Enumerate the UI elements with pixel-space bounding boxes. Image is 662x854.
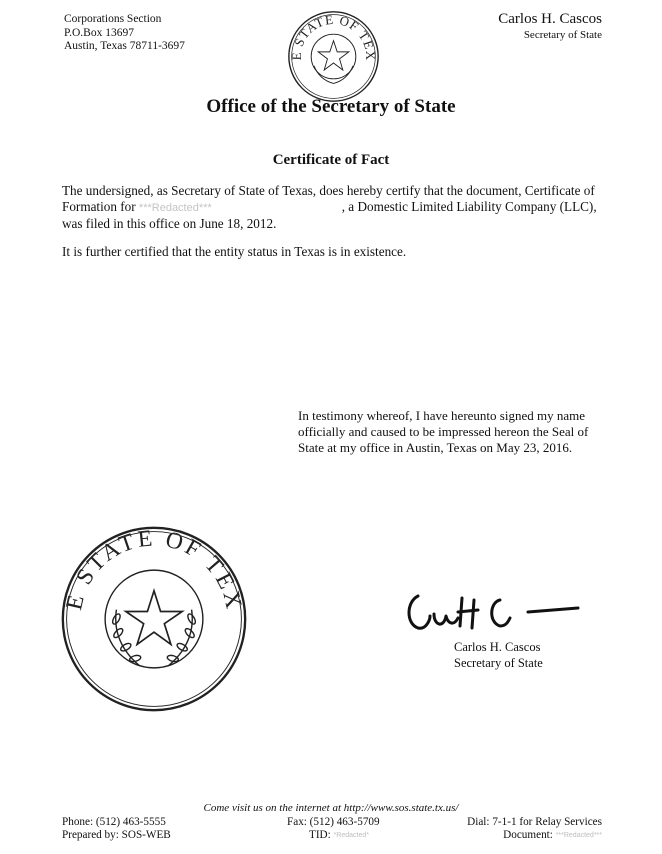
- seal-large-text: E STATE OF TEX: [61, 525, 248, 614]
- footer-fax: Fax: (512) 463-5709: [287, 816, 380, 828]
- testimony-paragraph: In testimony whereof, I have hereunto signed my name officially and caused to be impressed hereon the Seal of State at my office in Austin, Texas on May 23, 2016.: [298, 408, 589, 456]
- certificate-title: Certificate of Fact: [272, 152, 390, 168]
- body-text-part1: The undersigned, as Secretary of State of Texas, does hereby certify that the document, Certificate of Formation for: [62, 183, 595, 215]
- redacted-entity-name: ***Redacted***: [138, 202, 212, 215]
- certificate-body: [62, 183, 607, 233]
- svg-text:THE STATE OF TEXAS: [287, 10, 378, 61]
- footer-document-value: ***Redacted***: [555, 831, 602, 839]
- signatory-block: [454, 639, 543, 671]
- footer-tid: [309, 829, 369, 841]
- address-line-1: Corporations Section: [64, 13, 162, 25]
- footer-tid-value: *Redacted*: [333, 831, 369, 839]
- signature-graphic: [400, 578, 590, 638]
- body-text-part2: , a Domestic Limited Liability Company (LLC), was filed in this office on June 18, 2012.: [62, 199, 597, 232]
- footer-document: [503, 829, 602, 841]
- official-name: Carlos H. Cascos: [498, 11, 602, 27]
- official-title: Secretary of State: [523, 29, 602, 41]
- signatory-title: Secretary of State: [454, 656, 543, 670]
- footer-phone: Phone: (512) 463-5555: [62, 816, 166, 828]
- footer-prepared-by: Prepared by: SOS-WEB: [62, 829, 171, 841]
- seal-small-text: E STATE OF TEX: [288, 11, 379, 62]
- footer-document-label: Document:: [503, 829, 556, 841]
- signatory-name: Carlos H. Cascos: [454, 640, 541, 654]
- address-line-3: Austin, Texas 78711-3697: [64, 40, 185, 52]
- footer-website-note: Come visit us on the internet at http://www.sos.state.tx.us/: [203, 802, 459, 814]
- svg-text:THE STATE OF TEXAS: [60, 525, 247, 614]
- address-block: [64, 13, 185, 54]
- state-seal-large: [60, 525, 248, 713]
- state-seal-small: [287, 10, 380, 103]
- footer-tid-label: TID:: [309, 829, 334, 841]
- footer-dial: Dial: 7-1-1 for Relay Services: [467, 816, 602, 828]
- office-title: Office of the Secretary of State: [206, 96, 456, 117]
- status-paragraph: It is further certified that the entity status in Texas is in existence.: [62, 244, 407, 259]
- address-line-2: P.O.Box 13697: [64, 26, 134, 39]
